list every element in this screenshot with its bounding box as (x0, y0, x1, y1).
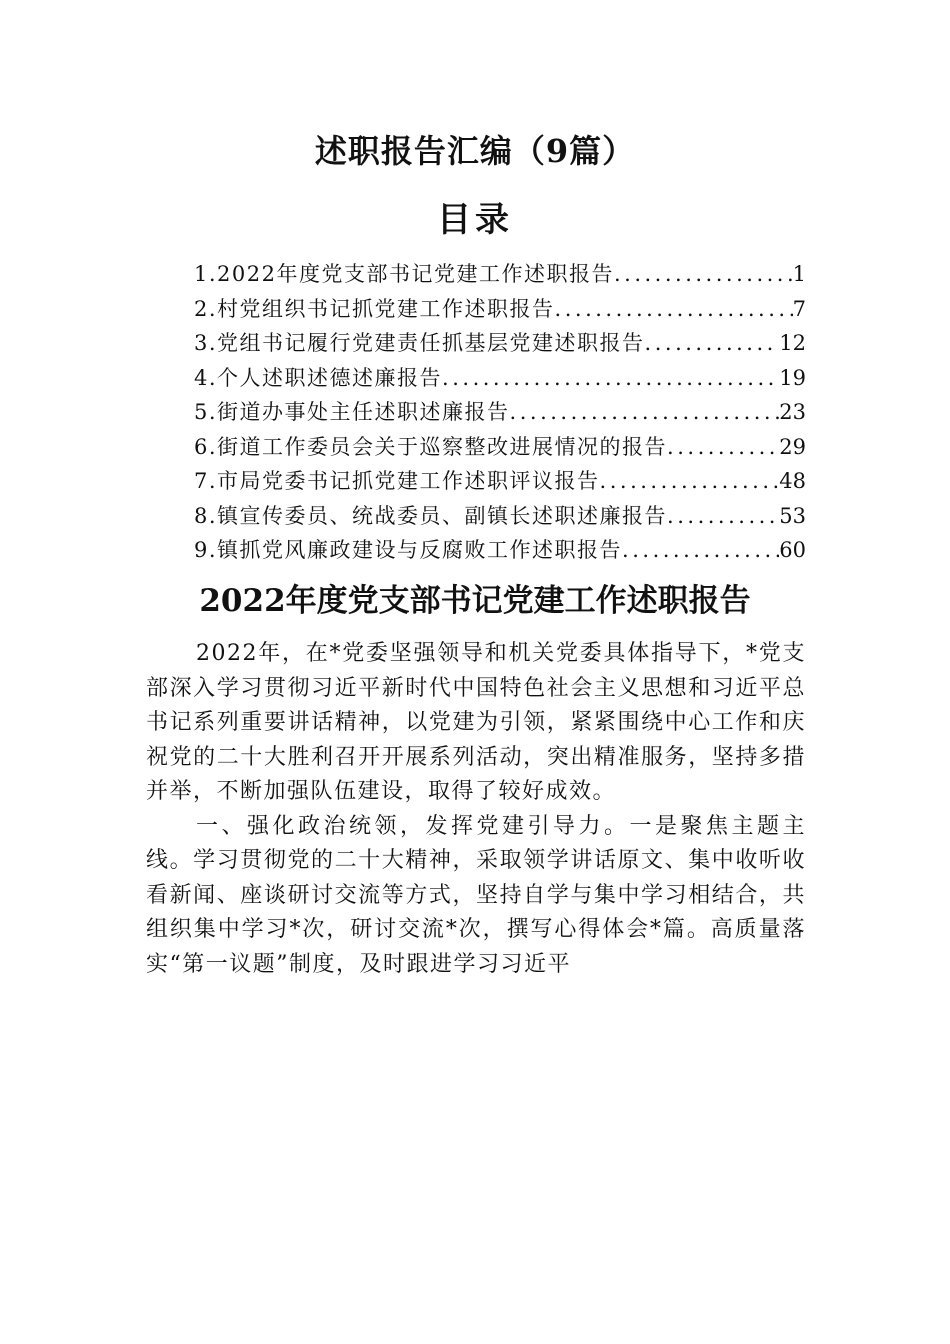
table-of-contents (194, 258, 806, 569)
toc-page-number: 1 (792, 262, 806, 286)
toc-entry-text: 5.街道办事处主任述职述廉报告 (194, 400, 510, 424)
toc-entry-text: 9.镇抓党风廉政建设与反腐败工作述职报告 (194, 538, 623, 562)
toc-entry-1[interactable] (194, 258, 806, 293)
toc-entry-5[interactable] (194, 396, 806, 431)
toc-dot-leader (622, 538, 779, 562)
toc-entry-text: 8.镇宣传委员、统战委员、副镇长述职述廉报告 (194, 503, 668, 528)
body-text (146, 637, 806, 982)
toc-dot-leader (442, 366, 779, 390)
toc-entry-8[interactable] (194, 500, 806, 535)
toc-page-number: 53 (779, 503, 806, 528)
toc-entry-6[interactable] (194, 431, 806, 466)
document-title: 述职报告汇编（9篇） (314, 132, 636, 170)
toc-entry-text: 4.个人述职述德述廉报告 (194, 365, 443, 390)
toc-dot-leader (555, 297, 793, 321)
toc-entry-4[interactable] (194, 362, 806, 397)
toc-page-number: 7 (792, 296, 806, 321)
toc-entry-9[interactable] (194, 534, 806, 569)
toc-entry-2[interactable] (194, 293, 806, 328)
toc-page-number: 12 (779, 331, 806, 355)
toc-dot-leader (614, 262, 793, 286)
toc-page-number: 19 (779, 365, 806, 390)
toc-entry-text: 3.党组书记履行党建责任抓基层党建述职报告 (194, 331, 645, 355)
paragraph-2: 一、强化政治统领，发挥党建引导力。一是聚焦主题主线。学习贯彻党的二十大精神，采取领学讲话原文、集中收听收看新闻、座谈研讨交流等方式，坚持自学与集中学习相结合，共组织集中学习*次，研讨交流*次，撰写心得体会*篇。高质量落实“第一议题”制度，及时跟进学习习近平 (146, 813, 806, 977)
toc-dot-leader (645, 331, 780, 355)
toc-dot-leader (667, 435, 779, 459)
toc-dot-leader (510, 400, 780, 424)
toc-entry-3[interactable] (194, 327, 806, 362)
toc-page-number: 60 (779, 538, 806, 562)
paragraph-1: 2022年，在*党委坚强领导和机关党委具体指导下，*党支部深入学习贯彻习近平新时代中国特色社会主义思想和习近平总书记系列重要讲话精神，以党建为引领，紧紧围绕中心工作和庆祝党的二十大胜利召开开展系列活动，突出精准服务，坚持多措并举，不断加强队伍建设，取得了较好成效。 (146, 641, 806, 804)
section-title: 2022年度党支部书记党建工作述职报告 (199, 583, 751, 619)
toc-entry-text: 6.街道工作委员会关于巡察整改进展情况的报告 (194, 434, 668, 459)
toc-dot-leader (600, 469, 780, 493)
toc-heading: 目录 (437, 200, 513, 240)
toc-page-number: 48 (779, 469, 806, 493)
toc-entry-text: 1.2022年度党支部书记党建工作述职报告 (194, 262, 614, 286)
toc-entry-7[interactable] (194, 465, 806, 500)
toc-entry-text: 2.村党组织书记抓党建工作述职报告 (194, 296, 555, 321)
toc-page-number: 29 (779, 434, 806, 459)
toc-page-number: 23 (779, 400, 806, 424)
toc-entry-text: 7.市局党委书记抓党建工作述职评议报告 (194, 469, 600, 493)
toc-dot-leader (667, 504, 779, 528)
